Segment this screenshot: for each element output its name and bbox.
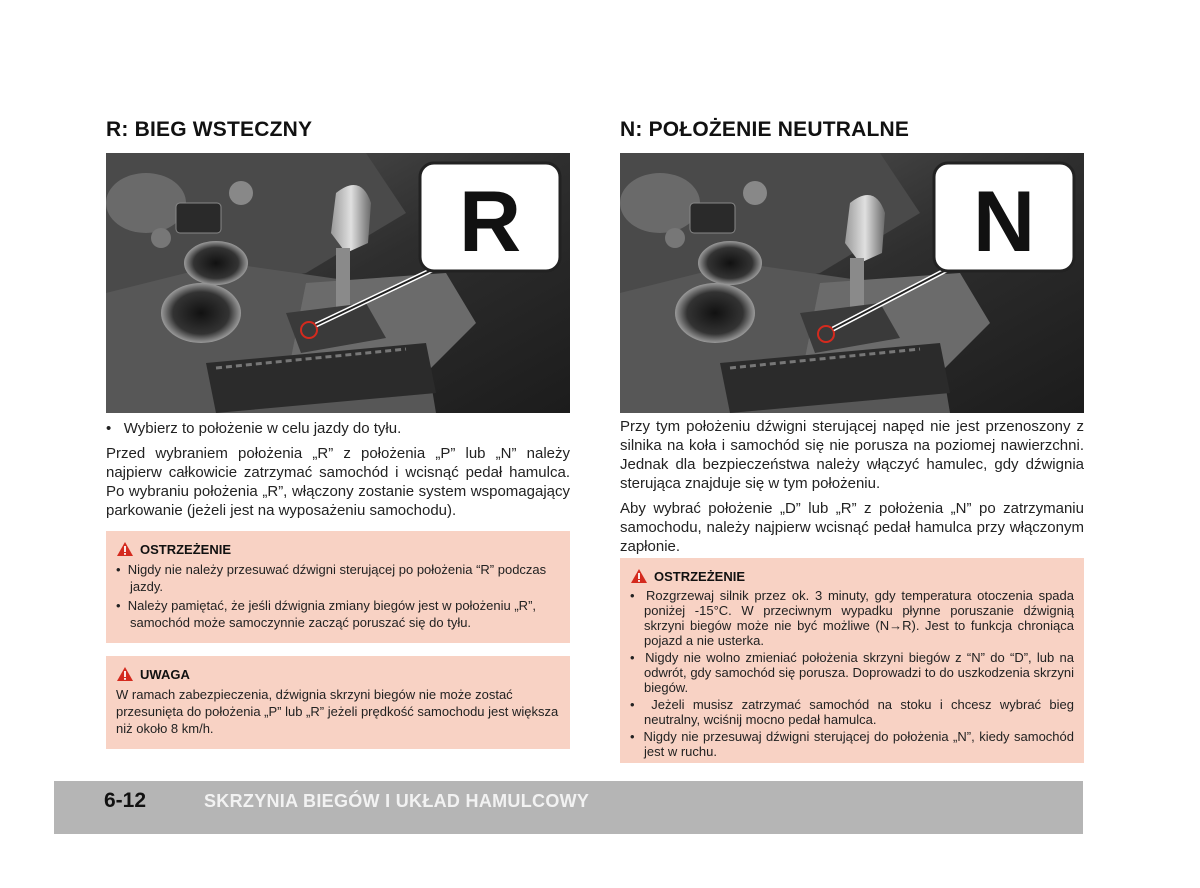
neutral-body-text <box>620 417 1084 562</box>
shifter-photo-reverse <box>106 153 570 413</box>
shifter-illustration <box>620 153 1084 413</box>
reverse-paragraph: Przed wybraniem położenia „R” z położenia „P” lub „N” należy najpierw całkowicie zatrzymać samochód i wcisnąć pedał hamulca. Po wybraniu położenia „R”, włączony zostanie system wspomagający parkowanie (jeżeli jest na wyposażeniu samochodu). <box>106 445 570 519</box>
bullet-item: • Wybierz to położenie w celu jazdy do tyłu. <box>106 420 402 437</box>
gear-letter-r: R <box>458 174 522 270</box>
warning-header <box>116 541 560 557</box>
caution-box <box>106 656 570 749</box>
chapter-title: SKRZYNIA BIEGÓW I UKŁAD HAMULCOWY <box>204 791 590 811</box>
neutral-paragraph-2: Aby wybrać położenie „D” lub „R” z położenia „N” po zatrzymaniu samochodu, należy najpierw wcisnąć pedał hamulca przy włączonym zapłonie. <box>620 500 1084 555</box>
warning-title: OSTRZEŻENIE <box>140 541 232 557</box>
warning-item: • Jeżeli musisz zatrzymać samochód na stoku i chcesz wybrać bieg neutralny, wciśnij mocno pedał hamulca. <box>630 697 1074 727</box>
caution-title: UWAGA <box>140 666 190 682</box>
neutral-paragraph-1: Przy tym położeniu dźwigni sterującej napęd nie jest przenoszony z silnika na koła i samochód się nie porusza na poziomej nawierzchni. Jednak dla bezpieczeństwa należy włączyć hamulec, gdy dźwignia sterująca znajduje się w tym położeniu. <box>620 418 1084 492</box>
page-number: 6-12 <box>104 789 147 812</box>
reverse-body-text <box>106 419 570 526</box>
warning-triangle-icon <box>116 666 134 682</box>
gear-letter-n: N <box>972 174 1036 270</box>
warning-title: OSTRZEŻENIE <box>654 568 746 584</box>
warning-triangle-icon <box>116 541 134 557</box>
section-heading-reverse: R: BIEG WSTECZNY <box>106 118 313 141</box>
warning-item: • Nigdy nie wolno zmieniać położenia skrzyni biegów z “N” do “D”, lub na odwrót, gdy samochód się porusza. Doprowadzi to do uszkodzenia skrzyni biegów. <box>630 650 1074 695</box>
caution-text: W ramach zabezpieczenia, dźwignia skrzyni biegów nie może zostać przesunięta do położenia „P” lub „R” jeżeli prędkość samochodu jest większa niż około 8 km/h. <box>116 687 559 736</box>
warning-item: • Należy pamiętać, że jeśli dźwignia zmiany biegów jest w położeniu „R”, samochód może samoczynnie zacząć poruszać się do tyłu. <box>116 598 537 630</box>
page-footer <box>54 781 1083 834</box>
warning-triangle-icon <box>630 568 648 584</box>
warning-item: • Nigdy nie należy przesuwać dźwigni sterującej po położenia “R” podczas jazdy. <box>116 562 547 594</box>
warning-box-reverse <box>106 531 570 643</box>
warning-box-neutral <box>620 558 1084 763</box>
caution-header <box>116 666 560 682</box>
warning-header <box>630 568 1074 584</box>
section-heading-neutral: N: POŁOŻENIE NEUTRALNE <box>620 118 910 141</box>
warning-item: • Nigdy nie przesuwaj dźwigni sterującej do położenia „N”, kiedy samochód jest w ruchu. <box>630 729 1074 759</box>
shifter-illustration <box>106 153 570 413</box>
shifter-photo-neutral <box>620 153 1084 413</box>
warning-item: • Rozgrzewaj silnik przez ok. 3 minuty, gdy temperatura otoczenia spada poniżej -15°C. W przeciwnym wypadku płynne poruszanie dźwignią skrzyni biegów może nie być możliwe (N→R). Jest to funkcja chroniąca pojazd a nie usterka. <box>630 588 1074 648</box>
